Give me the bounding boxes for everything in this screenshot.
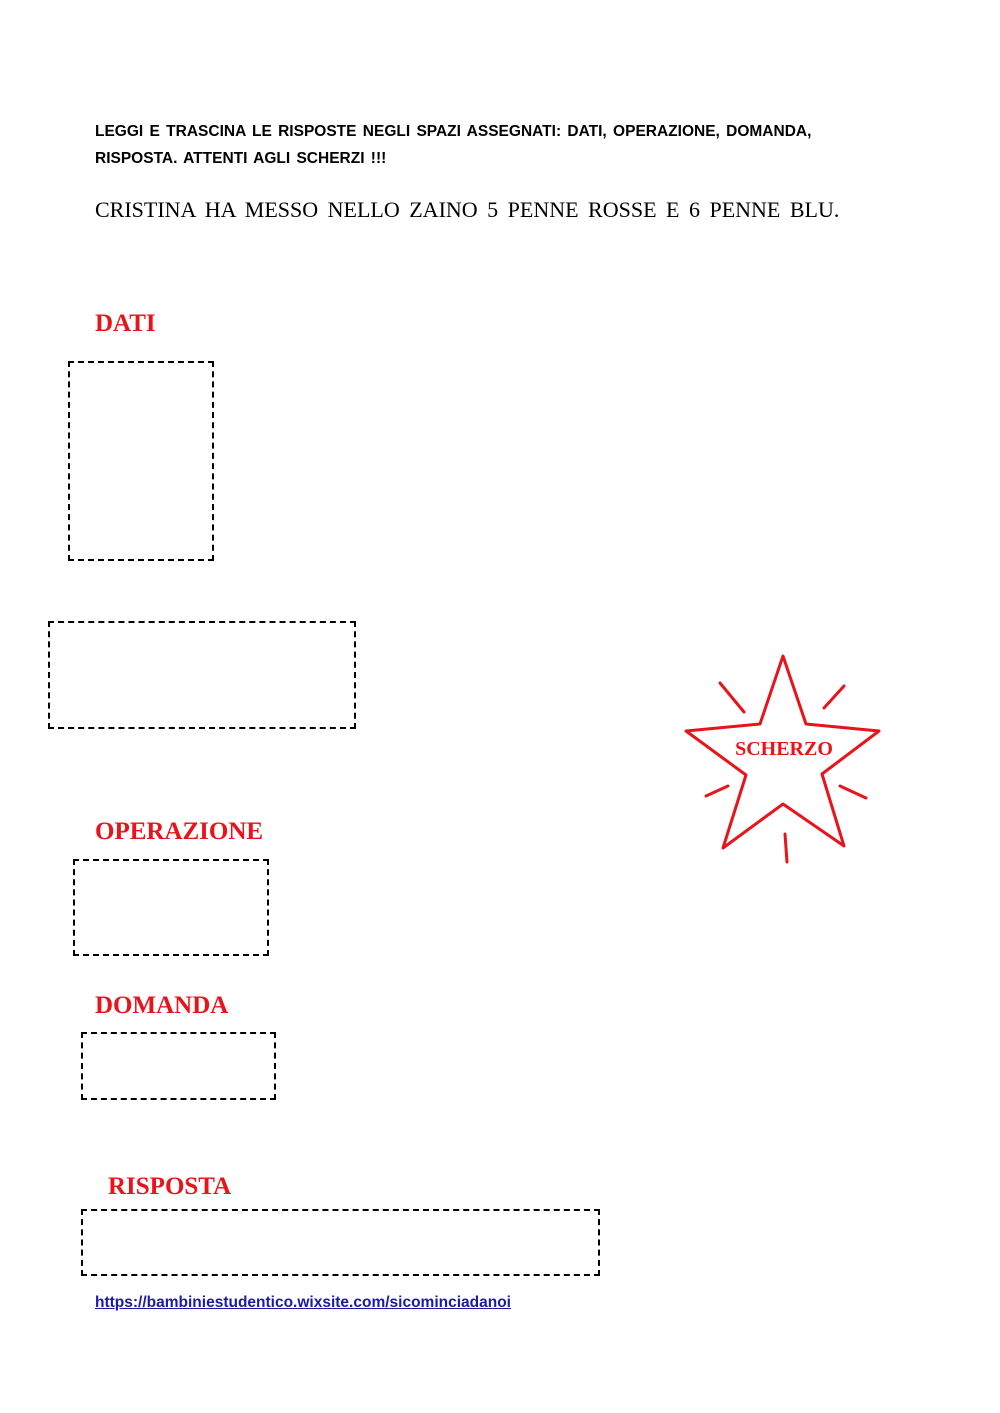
scherzo-label: SCHERZO xyxy=(735,738,833,760)
extra-drop-zone[interactable] xyxy=(48,621,356,729)
problem-text: CRISTINA HA MESSO NELLO ZAINO 5 PENNE ROSSE E 6 PENNE BLU. xyxy=(95,197,840,222)
dati-label: DATI xyxy=(95,310,156,337)
operazione-drop-zone[interactable] xyxy=(73,859,269,956)
risposta-drop-zone[interactable] xyxy=(81,1209,600,1276)
risposta-label: RISPOSTA xyxy=(108,1173,232,1200)
website-link[interactable]: https://bambiniestudentico.wixsite.com/sicominciadanoi xyxy=(95,1294,511,1311)
star-icon xyxy=(676,646,892,872)
domanda-label: DOMANDA xyxy=(95,992,229,1019)
scherzo-star-stamp[interactable] xyxy=(676,646,892,872)
operazione-label: OPERAZIONE xyxy=(95,818,264,845)
domanda-drop-zone[interactable] xyxy=(81,1032,276,1100)
dati-drop-zone[interactable] xyxy=(68,361,214,561)
instructions-text: LEGGI E TRASCINA LE RISPOSTE NEGLI SPAZI ASSEGNATI: DATI, OPERAZIONE, DOMANDA, RISPOSTA. ATTENTI AGLI SCHERZI !!! xyxy=(95,123,812,167)
